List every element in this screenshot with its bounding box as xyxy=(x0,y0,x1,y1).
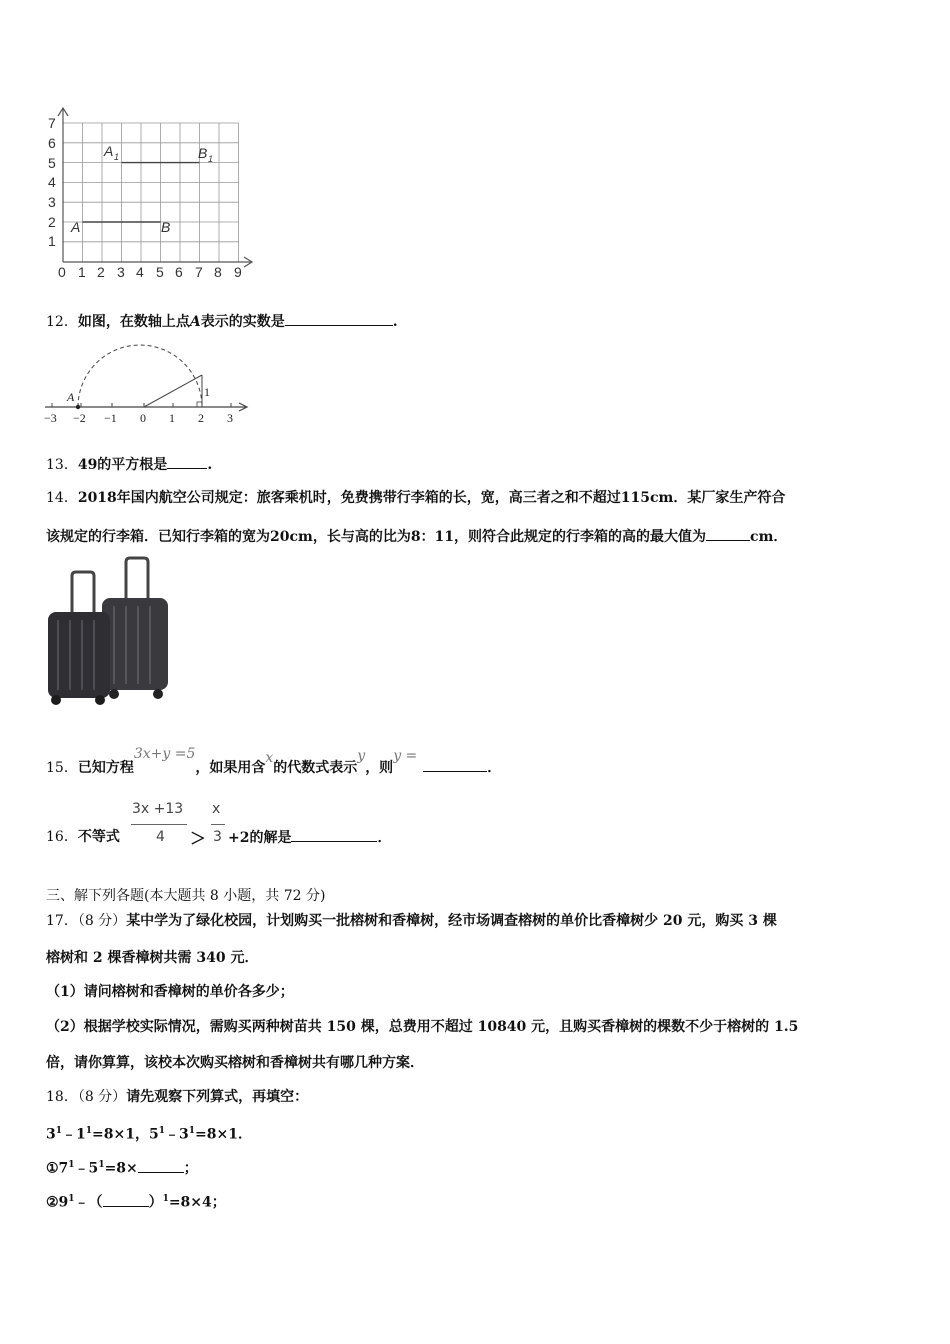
number-line-figure xyxy=(40,335,260,430)
tick-neg3: −3 xyxy=(44,411,57,425)
equation: 3x+y =5 xyxy=(133,746,196,762)
y-tick-5: 5 xyxy=(48,155,56,171)
question-17-part1: （1）请问榕树和香樟树的单价各多少； xyxy=(46,984,294,1000)
question-number: 16． xyxy=(46,829,78,845)
question-text: +2的解是 xyxy=(228,830,292,846)
question-14-line1 xyxy=(46,488,785,508)
example-text: ﹣1 xyxy=(62,1126,86,1143)
question-end: . xyxy=(207,457,213,473)
question-text: 2018年国内航空公司规定：旅客乘机时，免费携带行李箱的长，宽，高三者之和不超过115cm．某厂家生产符合 xyxy=(77,490,786,506)
exponent: 1 xyxy=(55,1126,63,1136)
tick-1: 1 xyxy=(169,411,175,425)
answer-blank[interactable] xyxy=(103,1192,149,1207)
answer-blank[interactable] xyxy=(285,311,393,326)
variable-a: A xyxy=(189,314,201,330)
exponent: 1 xyxy=(68,1194,75,1204)
answer-blank[interactable] xyxy=(138,1158,184,1173)
unit-text: cm． xyxy=(750,529,788,545)
question-17-part2-line1: （2）根据学校实际情况，需购买两种树苗共 150 棵，总费用不超过 10840 元，且购买香樟树的棵数不少于榕树的 1.5 xyxy=(46,1019,799,1035)
question-17-part2-line2: 倍，请你算算，该校本次购买榕树和香樟树共有哪几种方案． xyxy=(46,1055,424,1071)
x-tick-0: 0 xyxy=(58,264,66,280)
exponent: 1 xyxy=(98,1160,105,1170)
example-text: 3 xyxy=(46,1126,56,1143)
item-text: ﹣5 xyxy=(74,1160,99,1177)
section-3-title: 三、解下列各题(本大题共 8 小题，共 72 分) xyxy=(46,888,326,904)
tick-neg2: −2 xyxy=(73,411,86,425)
question-14-line2 xyxy=(46,526,787,547)
item-text: ②9 xyxy=(46,1194,69,1211)
greater-than-sign: ＞ xyxy=(190,829,207,848)
label-a: A xyxy=(71,219,81,235)
question-end: ． xyxy=(377,830,392,846)
fraction2-numerator: x xyxy=(212,801,221,817)
example-text: =8×1． xyxy=(195,1126,252,1143)
question-15 xyxy=(46,746,502,778)
example-text: ﹣3 xyxy=(164,1126,189,1143)
question-number: 14． xyxy=(46,490,78,506)
question-number: 12． xyxy=(46,314,78,330)
question-text: ，则 xyxy=(365,760,394,776)
x-tick-2: 2 xyxy=(97,264,105,280)
y-equals: y = xyxy=(393,748,418,764)
height-label: 1 xyxy=(204,385,210,399)
item-text: ①7 xyxy=(46,1160,69,1177)
label-a1: A xyxy=(104,143,114,159)
question-text: 该规定的行李箱．已知行李箱的宽为20cm，长与高的比为8：11，则符合此规定的行李箱的高的最大值为 xyxy=(46,529,707,545)
question-13 xyxy=(46,454,212,475)
question-number: 13． xyxy=(46,457,78,473)
question-score: （8 分） xyxy=(77,913,127,929)
tick-2: 2 xyxy=(198,411,204,425)
x-tick-3: 3 xyxy=(117,264,125,280)
exponent: 1 xyxy=(162,1194,169,1204)
exponent: 1 xyxy=(158,1126,165,1136)
question-number: 17． xyxy=(46,913,78,929)
variable-x: x xyxy=(265,750,274,766)
label-a1-sub: 1 xyxy=(114,152,120,162)
y-tick-2: 2 xyxy=(48,214,56,230)
question-18-item2 xyxy=(46,1189,226,1213)
x-tick-4: 4 xyxy=(136,264,144,280)
y-tick-7: 7 xyxy=(48,115,56,131)
question-17-line1 xyxy=(46,911,777,931)
question-18-example xyxy=(46,1121,252,1145)
answer-blank[interactable] xyxy=(423,757,487,772)
label-b1: B xyxy=(198,145,208,161)
x-tick-6: 6 xyxy=(175,264,183,280)
question-number: 15． xyxy=(46,760,78,776)
question-12 xyxy=(46,311,398,332)
item-end: ； xyxy=(183,1160,198,1177)
luggage-image xyxy=(44,556,174,706)
exponent: 1 xyxy=(85,1126,93,1136)
question-number: 18． xyxy=(46,1089,78,1105)
item-text: ﹣（ xyxy=(74,1194,103,1211)
question-text: 已知方程 xyxy=(77,760,134,776)
question-17-line2: 榕树和 2 棵香樟树共需 340 元． xyxy=(46,950,259,966)
y-tick-6: 6 xyxy=(48,135,56,151)
variable-y: y xyxy=(357,748,366,764)
x-tick-1: 1 xyxy=(78,264,86,280)
tick-0: 0 xyxy=(140,411,146,425)
exponent: 1 xyxy=(188,1126,195,1136)
question-text: 请先观察下列算式，再填空： xyxy=(126,1089,309,1105)
answer-blank[interactable] xyxy=(167,454,207,469)
question-text: 表示的实数是 xyxy=(200,314,285,330)
question-16-tail xyxy=(228,827,391,848)
question-text: ，如果用含 xyxy=(195,760,266,776)
fraction1-numerator: 3x +13 xyxy=(132,801,184,817)
coordinate-grid-figure xyxy=(40,100,270,280)
question-text: 49的平方根是 xyxy=(77,457,168,473)
item-text: =8×4； xyxy=(168,1194,226,1211)
question-score: （8 分） xyxy=(77,1089,127,1105)
item-text: =8× xyxy=(104,1160,138,1177)
x-tick-8: 8 xyxy=(214,264,222,280)
question-16 xyxy=(46,827,120,847)
fraction2-denominator: 3 xyxy=(213,829,222,845)
fraction1-bar xyxy=(131,824,187,825)
question-18-item1 xyxy=(46,1155,198,1179)
x-tick-7: 7 xyxy=(195,264,203,280)
example-text: =8×1，5 xyxy=(92,1126,159,1143)
answer-blank[interactable] xyxy=(706,526,750,541)
label-b1-sub: 1 xyxy=(208,154,214,164)
tick-3: 3 xyxy=(227,411,233,425)
tick-neg1: −1 xyxy=(104,411,117,425)
x-tick-5: 5 xyxy=(156,264,164,280)
exponent: 1 xyxy=(68,1160,75,1170)
y-tick-3: 3 xyxy=(48,194,56,210)
item-text: ） xyxy=(148,1194,163,1211)
fraction2-bar xyxy=(211,824,225,825)
question-end: ． xyxy=(487,760,502,776)
question-18 xyxy=(46,1087,308,1107)
label-b: B xyxy=(161,219,171,235)
question-text: 如图，在数轴上点 xyxy=(77,314,190,330)
question-text: 某中学为了绿化校园，计划购买一批榕树和香樟树，经市场调查榕树的单价比香樟树少 20 元，购买 3 棵 xyxy=(126,913,777,929)
question-text: 的代数式表示 xyxy=(273,760,358,776)
y-tick-1: 1 xyxy=(48,233,56,249)
question-text: 不等式 xyxy=(77,829,120,845)
x-tick-9: 9 xyxy=(234,264,242,280)
answer-blank[interactable] xyxy=(291,827,377,842)
y-tick-4: 4 xyxy=(48,174,56,190)
fraction1-denominator: 4 xyxy=(156,829,165,845)
point-a-label: A xyxy=(67,390,75,404)
question-end: . xyxy=(392,314,398,330)
